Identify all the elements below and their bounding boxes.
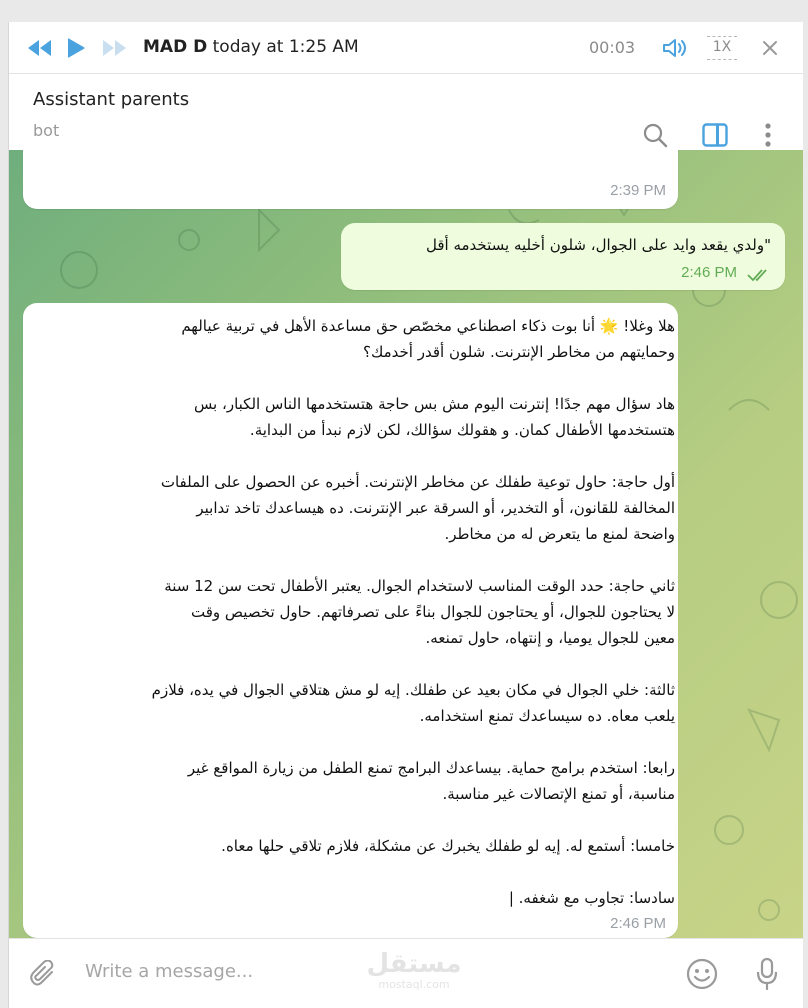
player-title (143, 37, 359, 57)
text-line: سادسا: تجاوب مع شغفه. | (508, 889, 675, 907)
player-timestamp: today at 1:25 AM (212, 37, 359, 57)
text-line: رابعا: استخدم برامج حماية. بيساعدك البرامج تمنع الطفل من زيارة المواقع غير (187, 759, 675, 777)
text-line: هلا وغلا! 🌟 أنا بوت ذكاء اصطناعي مخصّص حق مساعدة الأهل في تربية عيالهم (181, 317, 675, 335)
text-line: معين للجوال يوميا، و إنتهاه، حاول تمنعه. (425, 629, 675, 647)
rewind-icon[interactable] (27, 36, 53, 60)
text-line: مناسبة، أو تمنع الإتصالات غير مناسبة. (442, 785, 675, 803)
app-window (8, 22, 803, 1008)
player-elapsed: 00:03 (589, 38, 636, 57)
message-text (39, 313, 675, 911)
message-time: 2:46 PM (610, 915, 666, 932)
message-bubble-outgoing[interactable] (341, 223, 785, 290)
message-time: 2:39 PM (610, 182, 666, 199)
text-line: وحمايتهم من مخاطر الإنترنت. شلون أقدر أخدمك؟ (363, 343, 675, 361)
text-line: لا يحتاجون للجوال، أو يحتاجون للجوال بناءً على تصرفاتهم. حاول تخصيص وقت (191, 603, 675, 621)
forward-icon[interactable] (101, 36, 127, 60)
more-vertical-icon[interactable] (754, 121, 782, 149)
emoji-icon[interactable] (685, 957, 719, 991)
text-line: أول حاجة: حاول توعية طفلك عن مخاطر الإنترنت. أخبره عن الحصول على الملفات (160, 473, 675, 491)
player-sender: MAD D (143, 37, 208, 57)
message-input[interactable]: Write a message... (85, 961, 254, 982)
message-text: "ولدي يقعد وايد على الجوال، شلون أخليه يستخدمه أقل (426, 236, 771, 254)
sidebar-toggle-icon[interactable] (701, 121, 729, 149)
microphone-icon[interactable] (753, 955, 781, 993)
attach-icon[interactable] (29, 959, 59, 989)
text-line: ثاني حاجة: حدد الوقت المناسب لاستخدام الجوال. يعتبر الأطفال تحت سن 12 سنة (164, 577, 675, 595)
cropped-text-fragment (408, 154, 528, 160)
volume-icon[interactable] (661, 36, 691, 60)
text-line: المخالفة للقانون، أو التخدير، أو السرقة عبر الإنترنت. ده هيساعدك تاخد تدابير (196, 499, 675, 517)
watermark-logo: مستقل mostaql.com (366, 949, 462, 991)
double-check-icon (747, 267, 773, 286)
close-icon[interactable] (757, 36, 783, 60)
text-line: يلعب معاه. ده سيساعدك تمنع استخدامه. (419, 707, 675, 725)
text-line: واضحة لمنع ما يتعرض له من مخاطر. (444, 525, 675, 543)
text-line: هتستخدمها الأطفال كمان. و هقولك سؤالك، لكن لازم نبدأ من البداية. (249, 421, 675, 439)
text-line: ثالثة: خلي الجوال في مكان بعيد عن طفلك. إيه لو مش هتلاقي الجوال في يده، فلازم (151, 681, 675, 699)
text-line: هاد سؤال مهم جدًا! إنترنت اليوم مش بس حاجة هتستخدمها الناس الكبار، بس (193, 395, 675, 413)
play-icon[interactable] (63, 36, 89, 60)
chat-status: bot (33, 121, 60, 140)
text-line: خامسا: أستمع له. إيه لو طفلك يخبرك عن مشكلة، فلازم تلاقي حلها معاه. (221, 837, 675, 855)
message-bubble-incoming[interactable] (23, 150, 678, 209)
chat-history[interactable] (9, 150, 803, 938)
chat-title[interactable]: Assistant parents (33, 89, 190, 110)
message-composer (9, 938, 803, 1008)
message-time: 2:46 PM (681, 264, 737, 281)
playback-speed-button[interactable]: 1X (707, 36, 737, 60)
message-bubble-incoming[interactable] (23, 303, 678, 938)
search-icon[interactable] (641, 121, 669, 149)
audio-player-bar (9, 22, 803, 74)
